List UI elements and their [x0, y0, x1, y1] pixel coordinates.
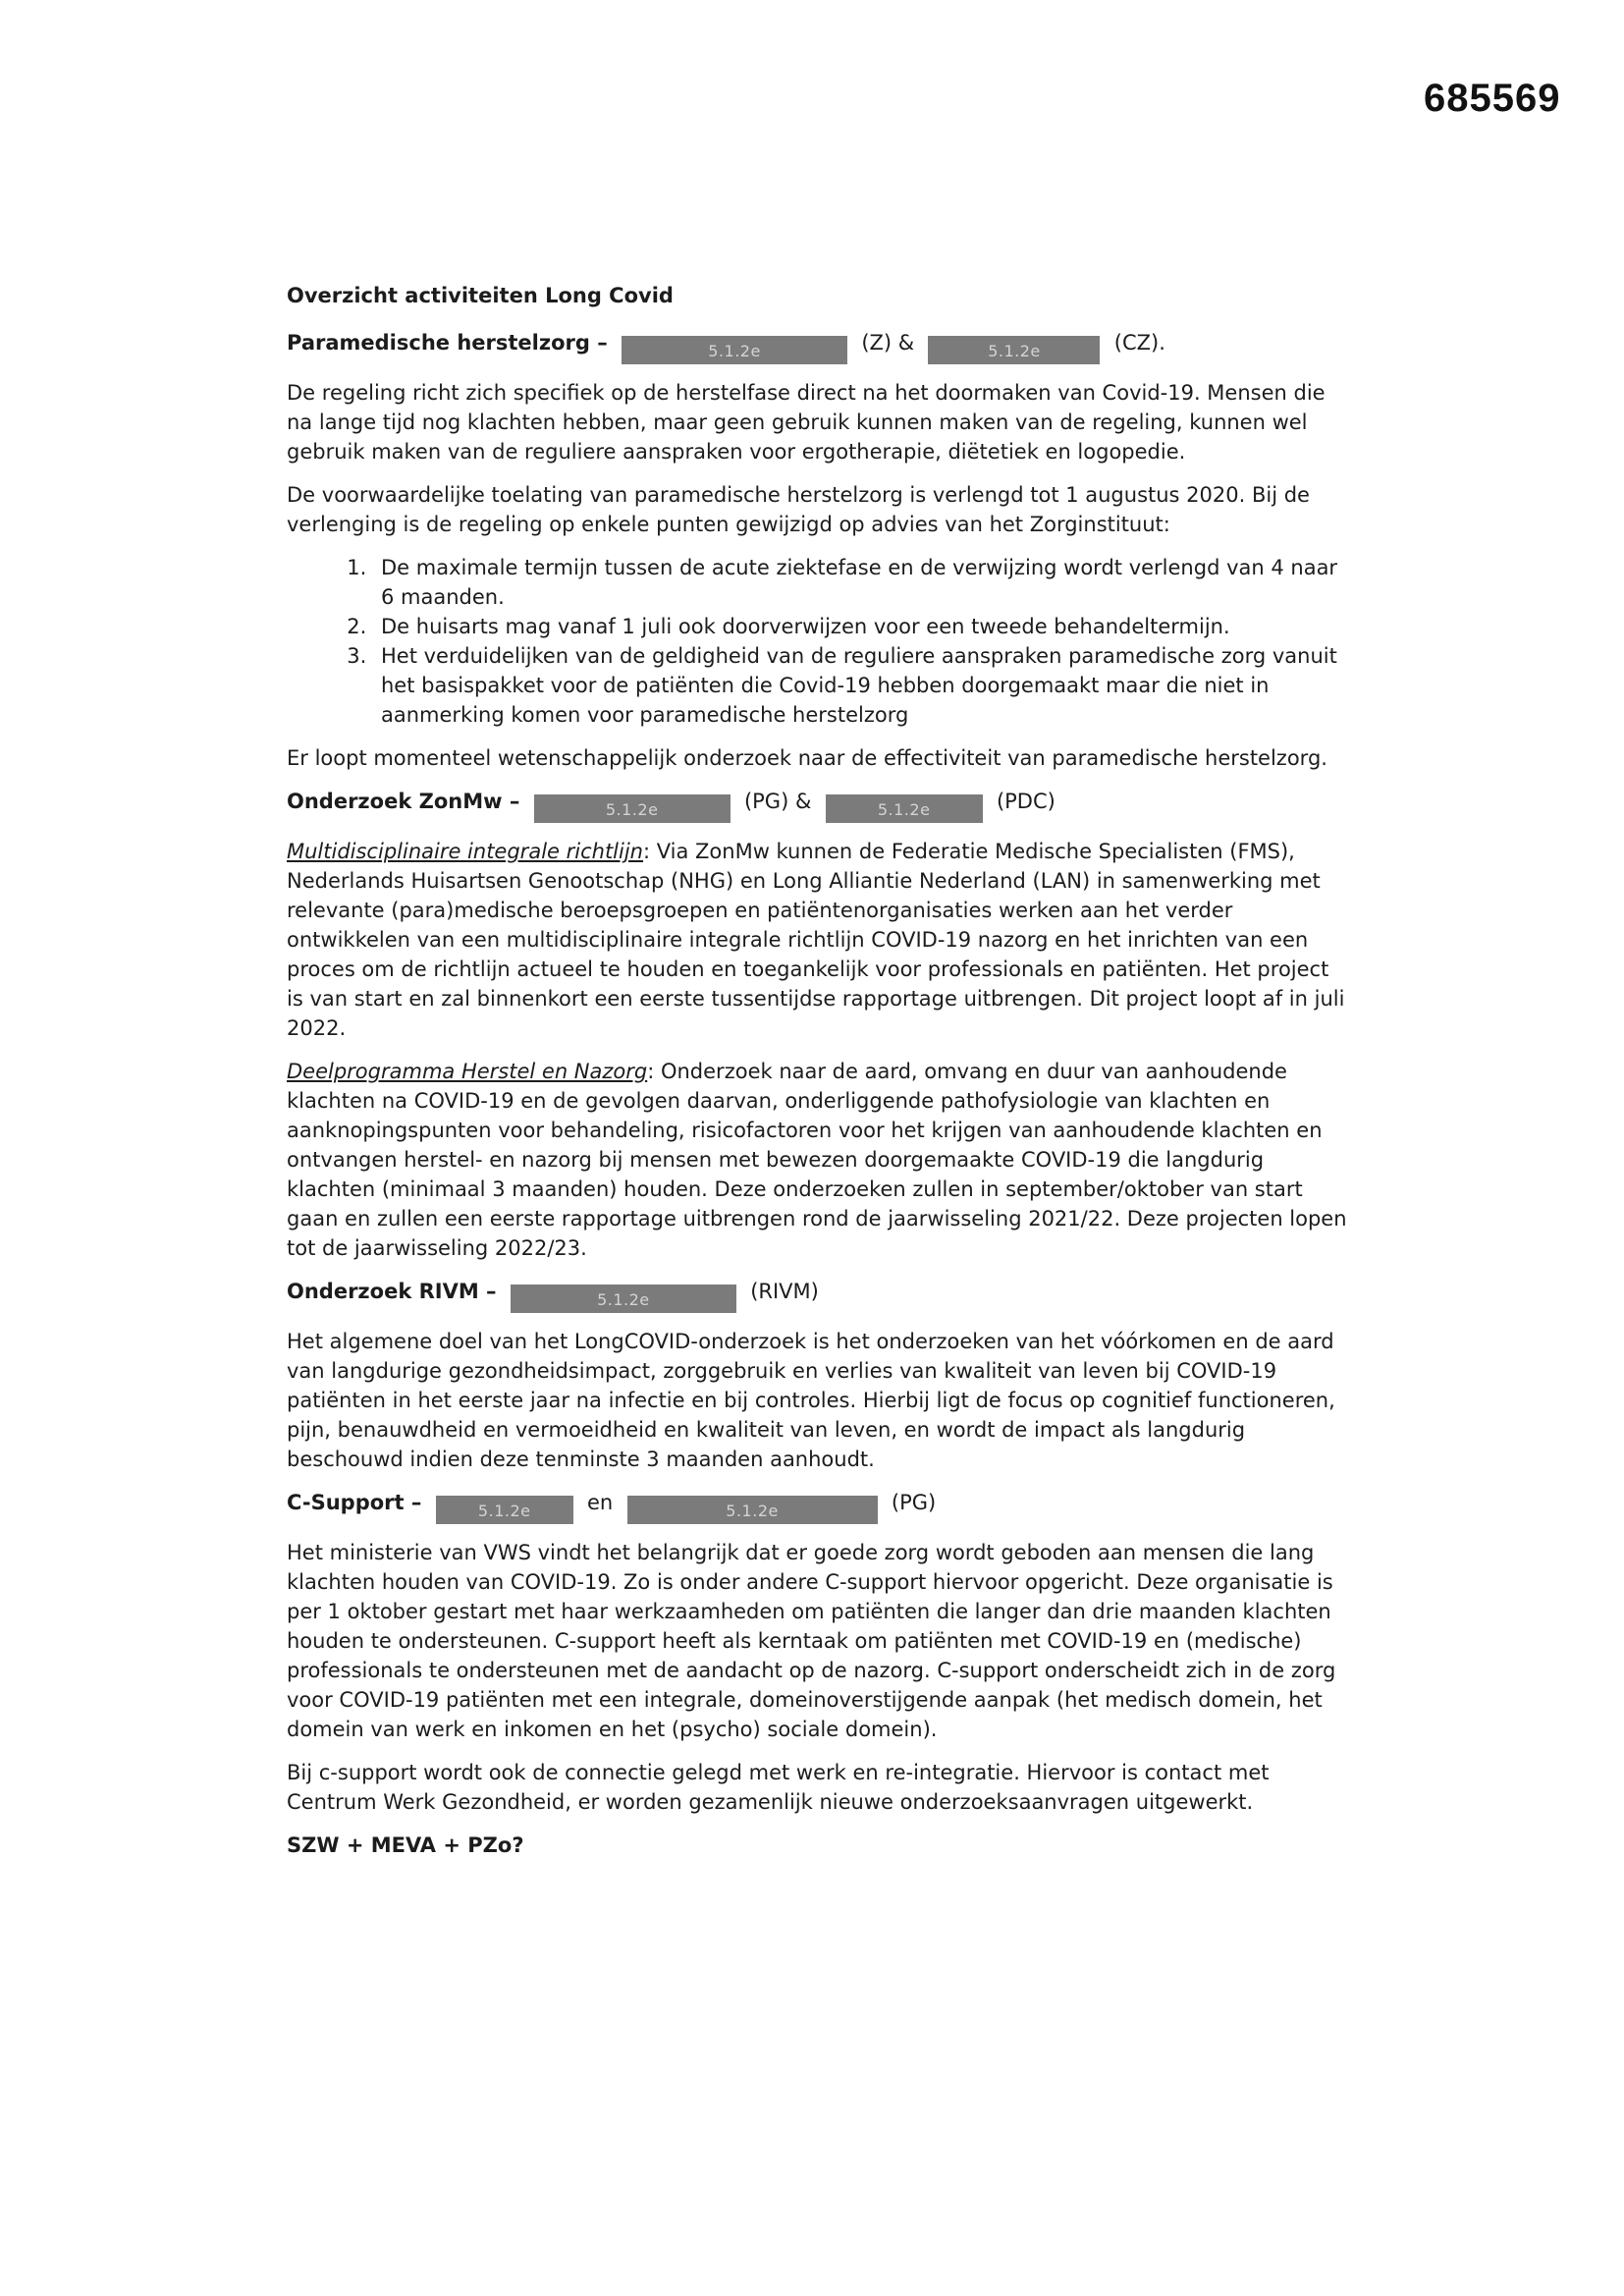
heading-label: Paramedische herstelzorg – — [287, 331, 608, 355]
redaction-code: 5.1.2e — [877, 800, 931, 819]
redaction-block — [622, 336, 847, 364]
paragraph-re-integratie: Bij c-support wordt ook de connectie gelegd met werk en re-integratie. Hiervoor is contact met Centrum Werk Gezondheid, er worden gezamenlijk nieuwe onderzoeksaanvragen uitgewerkt. — [287, 1761, 1270, 1814]
redaction-code: 5.1.2e — [605, 800, 659, 819]
redaction-block — [534, 794, 731, 823]
heading-label: C-Support – — [287, 1491, 422, 1514]
page-title: Overzicht activiteiten Long Covid — [287, 284, 674, 307]
heading-suffix: (PDC) — [996, 790, 1056, 813]
heading-label: Onderzoek RIVM – — [287, 1280, 497, 1303]
list-item: 1. De maximale termijn tussen de acute ziektefase en de verwijzing wordt verlengd van 4 naar 6 maanden. — [373, 553, 1347, 612]
heading-c-support — [287, 1488, 1347, 1524]
heading-onderzoek-zonmw — [287, 787, 1347, 823]
paragraph-regeling: De regeling richt zich specifiek op de herstelfase direct na het doormaken van Covid-19. Mensen die na lange tijd nog klachten hebben, maar geen gebruik kunnen maken van de regeling, kunnen wel gebruik maken van de reguliere aanspraken voor ergotherapie, diëtetiek en logopedie. — [287, 381, 1326, 464]
paragraph-text: : Via ZonMw kunnen de Federatie Medische Specialisten (FMS), Nederlands Huisartsen Genootschap (NHG) en Long Alliantie Nederland (LAN) in samenwerking met relevante (para)medische beroepsgroepen en patiëntenorganisaties werken aan het verder ontwikkelen van een multidisciplinaire integrale richtlijn COVID-19 nazorg en het inrichten van een proces om de richtlijn actueel te houden en toegankelijk voor professionals en patiënten. Het project is van start en zal binnenkort een eerste tussentijdse rapportage uitbrengen. Dit project loopt af in juli 2022. — [287, 840, 1345, 1040]
paragraph-text: : Onderzoek naar de aard, omvang en duur van aanhoudende klachten na COVID-19 en de gevolgen daarvan, onderliggende pathofysiologie van klachten en aanknopingspunten voor behandeling, risicofactoren voor het krijgen van aanhoudende klachten en ontvangen herstel- en nazorg bij mensen met bewezen doorgemaakte COVID-19 die langdurig klachten (minimaal 3 maanden) houden. Deze onderzoeken zullen in september/oktober van start gaan en zullen een eerste rapportage uitbrengen rond de jaarwisseling 2021/22. Deze projecten lopen tot de jaarwisseling 2022/23. — [287, 1060, 1347, 1260]
redaction-code: 5.1.2e — [477, 1502, 531, 1520]
document-number: 685569 — [1424, 77, 1561, 120]
paragraph-wetenschappelijk-onderzoek: Er loopt momenteel wetenschappelijk onderzoek naar de effectiviteit van paramedische herstelzorg. — [287, 746, 1327, 770]
redaction-block — [928, 336, 1100, 364]
heading-szw-meva-pzo: SZW + MEVA + PZo? — [287, 1833, 524, 1857]
heading-paramedische-herstelzorg — [287, 328, 1347, 364]
paragraph-voorwaardelijke-toelating: De voorwaardelijke toelating van paramedische herstelzorg is verlengd tot 1 augustus 2020. Bij de verlenging is de regeling op enkele punten gewijzigd op advies van het Zorginstituut: — [287, 483, 1310, 536]
heading-suffix: en — [587, 1491, 614, 1514]
list-item: 2. De huisarts mag vanaf 1 juli ook doorverwijzen voor een tweede behandeltermijn. — [373, 612, 1347, 641]
paragraph-lead: Multidisciplinaire integrale richtlijn — [287, 840, 643, 863]
redaction-block — [627, 1496, 878, 1524]
redaction-code: 5.1.2e — [708, 342, 761, 360]
document-content — [287, 281, 1347, 1860]
heading-suffix: (CZ). — [1113, 331, 1165, 355]
paragraph-ministerie-vws: Het ministerie van VWS vindt het belangrijk dat er goede zorg wordt geboden aan mensen die lang klachten houden van COVID-19. Zo is onder andere C-support hiervoor opgericht. Deze organisatie is per 1 oktober gestart met haar werkzaamheden om patiënten die langer dan drie maanden klachten houden te ondersteunen. C-support heeft als kerntaak om patiënten met COVID-19 en (medische) professionals te ondersteunen met de aandacht op de nazorg. C-support onderscheidt zich in de zorg voor COVID-19 patiënten met een integrale, domeinoverstijgende aanpak (het medisch domein, het domein van werk en inkomen en het (psycho) sociale domein). — [287, 1541, 1336, 1741]
heading-suffix: (PG) — [891, 1491, 937, 1514]
paragraph-longcovid-onderzoek: Het algemene doel van het LongCOVID-onderzoek is het onderzoeken van het vóórkomen en de aard van langdurige gezondheidsimpact, zorggebruik en verlies van kwaliteit van leven bij COVID-19 patiënten in het eerste jaar na infectie en bij controles. Hierbij ligt de focus op cognitief functioneren, pijn, benauwdheid en vermoeidheid en kwaliteit van leven, en wordt de impact als langdurig beschouwd indien deze tenminste 3 maanden aanhoudt. — [287, 1330, 1335, 1471]
redaction-code: 5.1.2e — [726, 1502, 779, 1520]
redaction-block — [826, 794, 983, 823]
redaction-code: 5.1.2e — [988, 342, 1041, 360]
heading-label: Onderzoek ZonMw – — [287, 790, 520, 813]
heading-onderzoek-rivm — [287, 1277, 1347, 1313]
paragraph-lead: Deelprogramma Herstel en Nazorg — [287, 1060, 648, 1083]
heading-suffix: (PG) & — [743, 790, 812, 813]
heading-suffix: (RIVM) — [750, 1280, 819, 1303]
redaction-code: 5.1.2e — [597, 1290, 650, 1309]
redaction-block — [511, 1285, 736, 1313]
list-item: 3. Het verduidelijken van de geldigheid van de reguliere aanspraken paramedische zorg vanuit het basispakket voor de patiënten die Covid-19 hebben doorgemaakt maar die niet in aanmerking komen voor paramedische herstelzorg — [373, 641, 1347, 730]
heading-suffix: (Z) & — [861, 331, 915, 355]
numbered-list — [287, 553, 1347, 730]
redaction-block — [436, 1496, 573, 1524]
paragraph-deelprogramma-herstel-nazorg — [287, 1057, 1347, 1263]
paragraph-multidisciplinaire-richtlijn — [287, 837, 1347, 1043]
